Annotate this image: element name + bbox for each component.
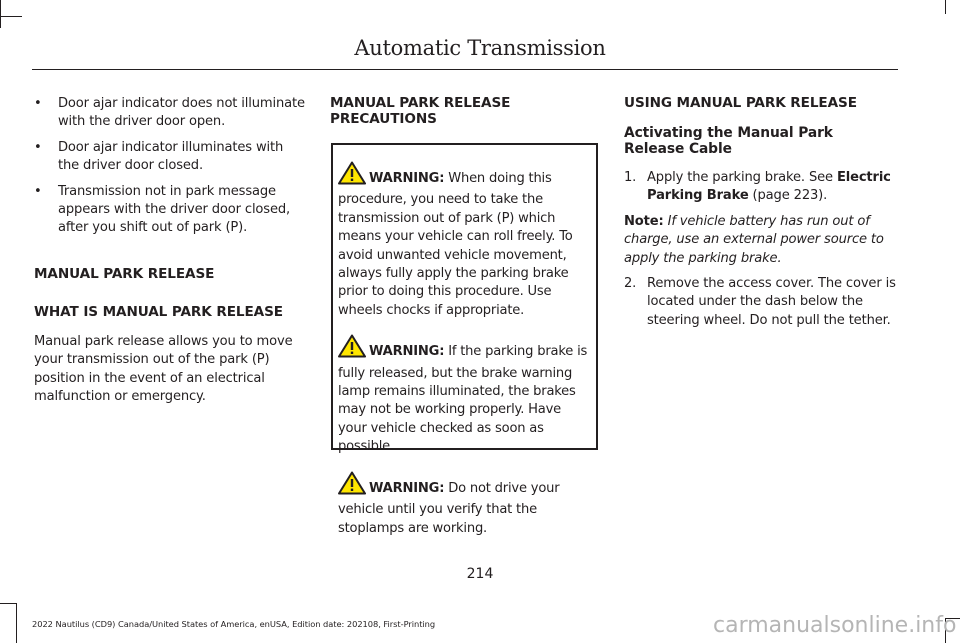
page-title: Automatic Transmission: [354, 36, 606, 60]
bullet-mark: •: [34, 96, 42, 111]
crop-mark-top-right: [945, 0, 946, 14]
edition-footer: 2022 Nautilus (CD9) Canada/United States of America, enUSA, Edition date: 202108, First-Printing: [32, 619, 436, 629]
section-heading-manual-park-release: MANUAL PARK RELEASE: [34, 265, 215, 282]
cross-reference-link[interactable]: Electric Parking Brake: [647, 170, 891, 204]
section-heading-precautions: MANUAL PARK RELEASE PRECAUTIONS: [330, 95, 511, 127]
crop-mark-top-left: [0, 0, 1, 28]
list-item: [34, 183, 306, 238]
step-2: [624, 275, 896, 330]
note-text: If vehicle battery has run out of charge, use an external power source to apply the parking brake.: [624, 213, 884, 266]
middle-column: [330, 95, 598, 127]
step-number: 2.: [624, 276, 637, 292]
warning-text: When doing this procedure, you need to take the transmission out of park (P) which means your vehicle can roll freely. To avoid unwanted vehicle movement, always fully apply the parking brake prior to doing this procedure. Use wheels chocks if appropriate.: [338, 171, 573, 318]
subheading-activating: Activating the Manual Park Release Cable: [624, 125, 833, 157]
step-text: Remove the access cover. The cover is located under the dash below the steering wheel. Do not pull the tether.: [647, 276, 896, 328]
list-item: [34, 95, 306, 132]
bullet-text: Door ajar indicator does not illuminate with the driver door open.: [58, 96, 305, 130]
warning-triangle-icon: [338, 471, 366, 501]
left-column: [34, 95, 306, 406]
page-number: 214: [466, 566, 494, 582]
warning-text: Do not drive your vehicle until you verify that the stoplamps are working.: [338, 480, 560, 536]
step-text: Apply the parking brake. See: [647, 170, 837, 185]
section-heading-what-is: WHAT IS MANUAL PARK RELEASE: [34, 303, 283, 320]
warning-item: [338, 161, 593, 320]
bullet-mark: •: [34, 139, 42, 155]
body-paragraph: Manual park release allows you to move your transmission out of the park (P) position in the event of an electrical malfunction or emergency.: [34, 333, 293, 405]
warning-label: WARNING:: [369, 171, 445, 186]
step-number: 1.: [624, 170, 637, 185]
bullet-text: Transmission not in park message appears with the driver door closed, after you shift out of park (P).: [58, 183, 291, 236]
note-label: Note:: [624, 213, 664, 229]
right-column: [624, 95, 896, 330]
list-item: [34, 139, 306, 176]
warning-triangle-icon: [338, 334, 366, 364]
warning-label: WARNING:: [369, 344, 445, 360]
page-reference: (page 223).: [748, 188, 828, 204]
warning-label: WARNING:: [369, 480, 445, 496]
warning-item: [338, 334, 593, 456]
warning-item: [338, 471, 593, 538]
crop-mark-top-left-h: [0, 16, 22, 17]
bullet-text: Door ajar indicator illuminates with the driver door closed.: [58, 139, 284, 174]
bullet-mark: •: [34, 183, 42, 199]
warning-box: [331, 143, 598, 536]
step-1: [624, 169, 896, 206]
note: [624, 213, 896, 268]
section-heading-using: USING MANUAL PARK RELEASE: [624, 95, 857, 111]
title-divider: [32, 69, 898, 70]
warning-text: If the parking brake is fully released, but the brake warning lamp remains illuminated, the brakes may not be working properly. Have your vehicle checked as soon as possible.: [338, 344, 588, 455]
crop-mark-bottom-left-h: [0, 603, 16, 604]
crop-mark-bottom-left: [16, 603, 17, 643]
watermark: carmanualsonline.info: [713, 613, 957, 638]
warning-triangle-icon: [338, 161, 366, 191]
